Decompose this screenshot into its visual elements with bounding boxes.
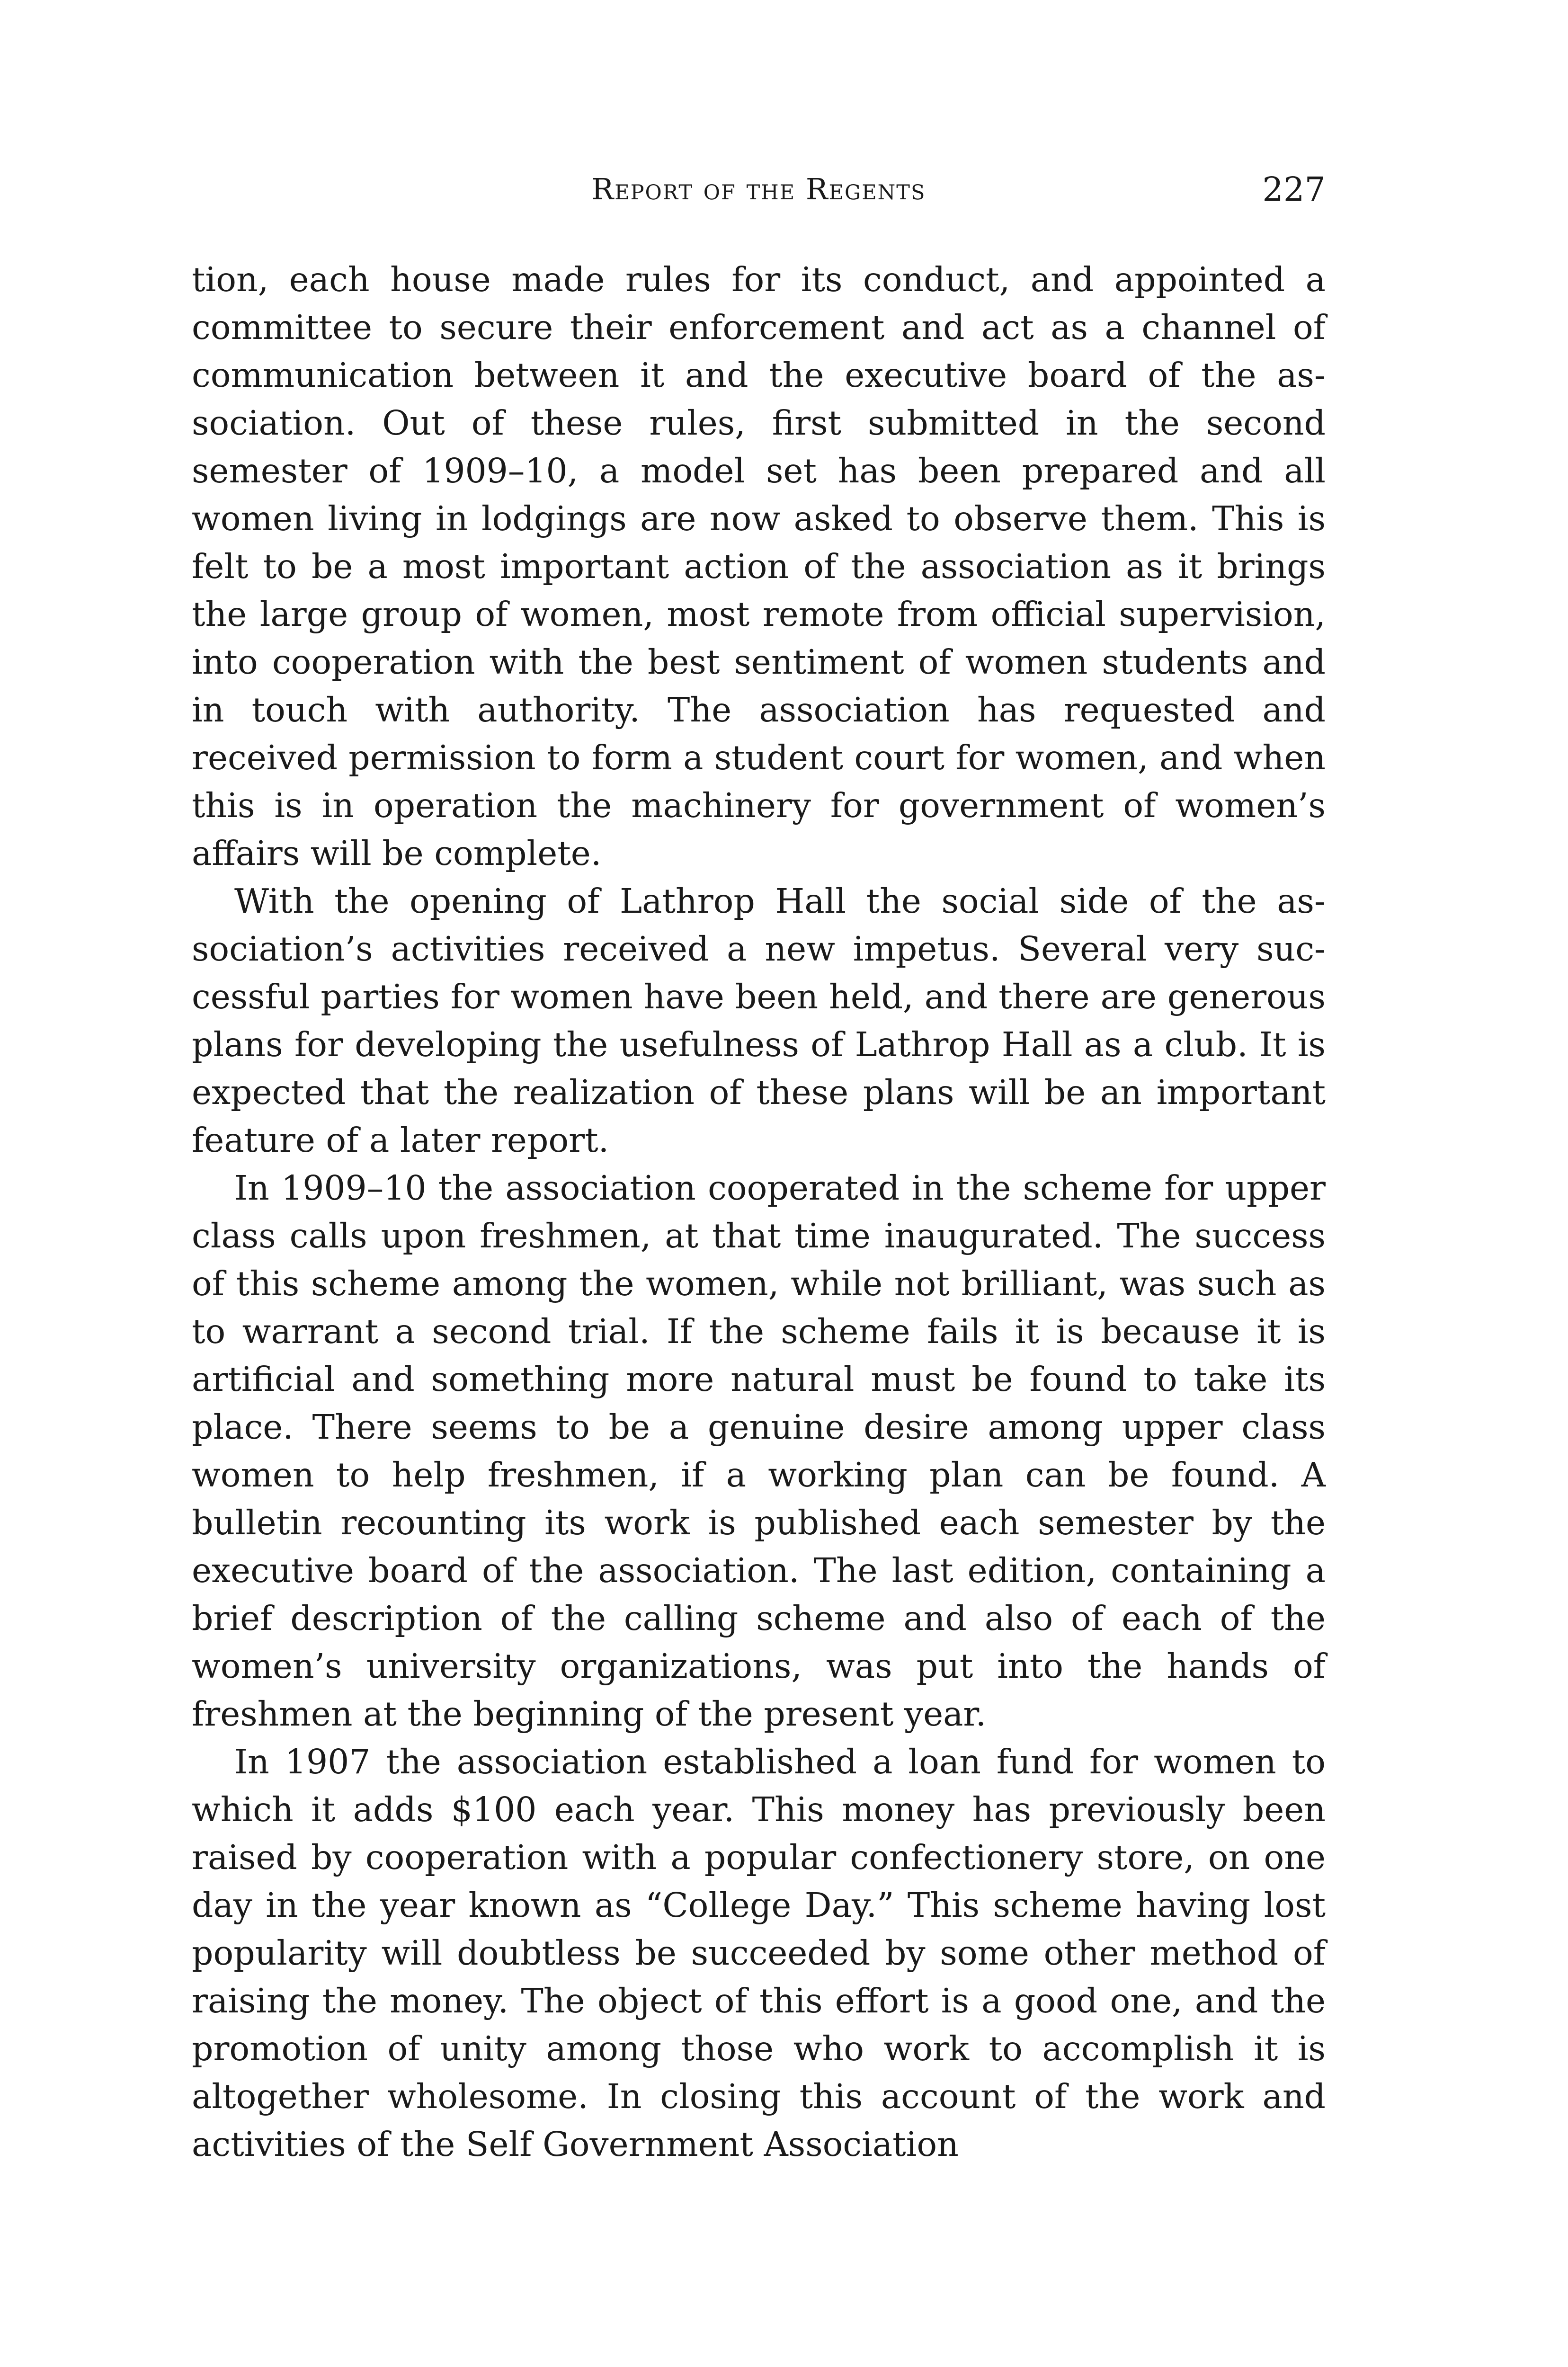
paragraph-lathrop-hall: With the opening of Lathrop Hall the social side of the association’s activities received a new impetus. Several very successful parties for women have been held, and there are generous plans for developing the usefulness of Lathrop Hall as a club. It is expected that the realization of these plans will be an important feature of a later report. — [192, 881, 1326, 1160]
running-head — [192, 166, 1326, 222]
paragraph-continued: tion, each house made rules for its conduct, and appointed a committee to secure their enforcement and act as a channel of communication between it and the executive board of the association. Out of these rules, first submitted in the second semester of 1909–10, a model set has been prepared and all women living in lodgings are now asked to observe them. This is felt to be a most important action of the association as it brings the large group of women, most remote from official supervision, into cooperation with the best sentiment of women students and in touch with authority. The association has requested and received permission to form a student court for women, and when this is in operation the machinery for government of women’s affairs will be complete. — [192, 260, 1326, 873]
body-text — [192, 256, 1326, 2168]
paragraph-freshmen-calls: In 1909–10 the association cooperated in the scheme for upper class calls upon freshmen, at that time inaugurated. The success of this scheme among the women, while not brilliant, was such as to warrant a second trial. If the scheme fails it is because it is artificial and something more natural must be found to take its place. There seems to be a genuine desire among upper class women to help freshmen, if a working plan can be found. A bulletin recounting its work is published each semester by the executive board of the association. The last edition, containing a brief description of the calling scheme and also of each of the women’s university organizations, was put into the hands of freshmen at the beginning of the present year. — [192, 1168, 1326, 1734]
paragraph-loan-fund: In 1907 the association established a loan fund for women to which it adds $100 each year. This money has previously been raised by cooperation with a popular confectionery store, on one day in the year known as “College Day.” This scheme having lost popularity will doubtless be succeeded by some other method of raising the money. The object of this effort is a good one, and the promotion of unity among those who work to accomplish it is altogether wholesome. In closing this account of the work and activities of the Self Government Association — [192, 1742, 1326, 2164]
running-title: Report of the Regents — [591, 172, 926, 206]
page-number: 227 — [1262, 170, 1326, 209]
